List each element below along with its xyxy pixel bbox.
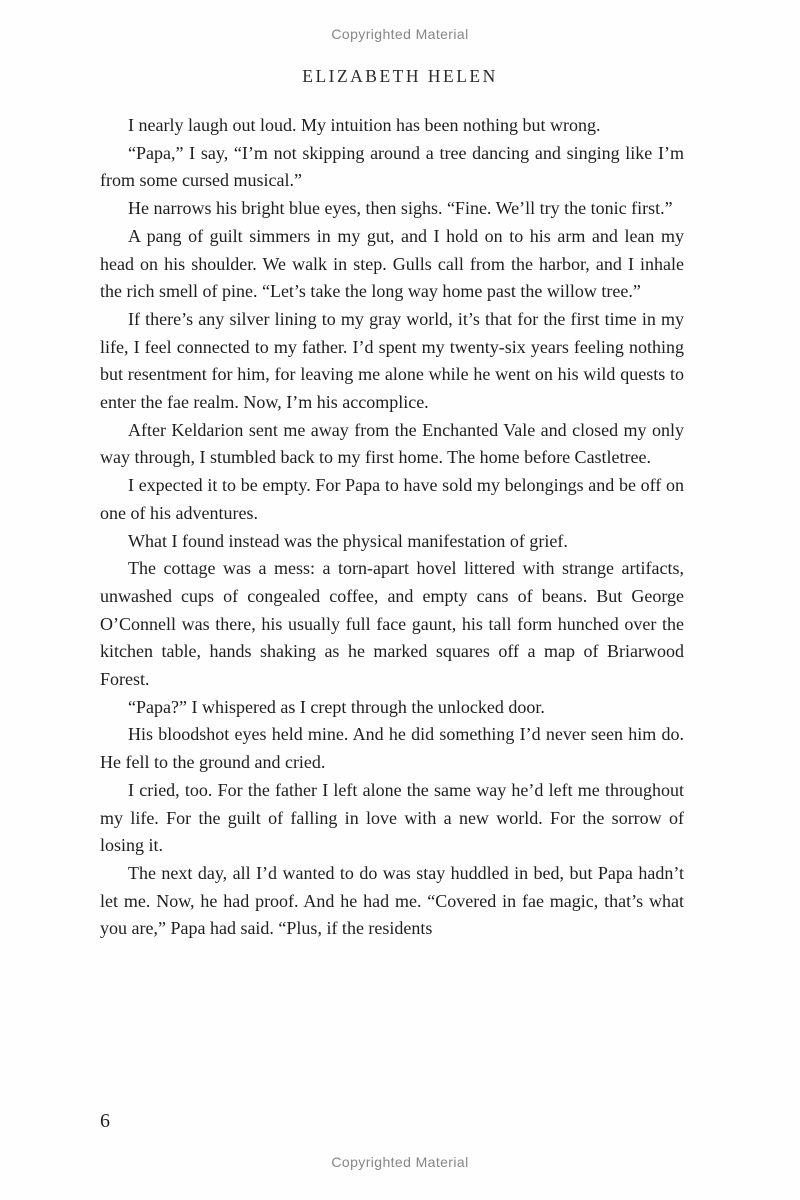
paragraph: His bloodshot eyes held mine. And he did something I’d never seen him do. He fell to the ground and cried. — [100, 724, 684, 773]
paragraph: He narrows his bright blue eyes, then sighs. “Fine. We’ll try the tonic first.” — [128, 198, 673, 219]
copyright-watermark-bottom: Copyrighted Material — [331, 1154, 469, 1170]
paragraph: What I found instead was the physical manifestation of grief. — [128, 530, 568, 551]
copyright-watermark-top: Copyrighted Material — [331, 26, 469, 42]
paragraph: I expected it to be empty. For Papa to have sold my belongings and be off on one of his adventures. — [100, 475, 684, 523]
paragraph: The cottage was a mess: a torn-apart hovel littered with strange artifacts, unwashed cups of congealed coffee, and empty cans of beans. But George O’Connell was there, his usually full face gaunt, his tall form hunched over the kitchen table, hands shaking as he marked squares off a map of Briarwood Forest. — [100, 558, 684, 690]
page-number: 6 — [100, 1110, 110, 1132]
paragraph: I nearly laugh out loud. My intuition has been nothing but wrong. — [128, 115, 601, 135]
paragraph: “Papa?” I whispered as I crept through the unlocked door. — [128, 696, 545, 717]
author-header: ELIZABETH HELEN — [302, 66, 498, 86]
paragraph: I cried, too. For the father I left alone the same way he’d left me throughout my life. For the guilt of falling in love with a new world. For the sorrow of losing it. — [100, 779, 684, 856]
paragraph: After Keldarion sent me away from the Enchanted Vale and closed my only way through, I stumbled back to my first home. The home before Castletree. — [100, 419, 684, 468]
paragraph: A pang of guilt simmers in my gut, and I hold on to his arm and lean my head on his shoulder. We walk in step. Gulls call from the harbor, and I inhale the rich smell of pine. “Let’s take the long way home past the willow tree.” — [100, 225, 684, 302]
paragraph: If there’s any silver lining to my gray world, it’s that for the first time in my life, I feel connected to my father. I’d spent my twenty-six years feeling nothing but resentment for him, for leaving me alone while he went on his wild quests to enter the fae realm. Now, I’m his accomplice. — [100, 308, 684, 413]
paragraph: The next day, all I’d wanted to do was stay huddled in bed, but Papa hadn’t let me. Now, he had proof. And he had me. “Covered in fae magic, that’s what you are,” Papa had said. “Plus, if the residents — [100, 862, 684, 939]
body-text — [100, 112, 684, 943]
paragraph: “Papa,” I say, “I’m not skipping around a tree dancing and singing like I’m from some cursed musical.” — [100, 142, 684, 191]
